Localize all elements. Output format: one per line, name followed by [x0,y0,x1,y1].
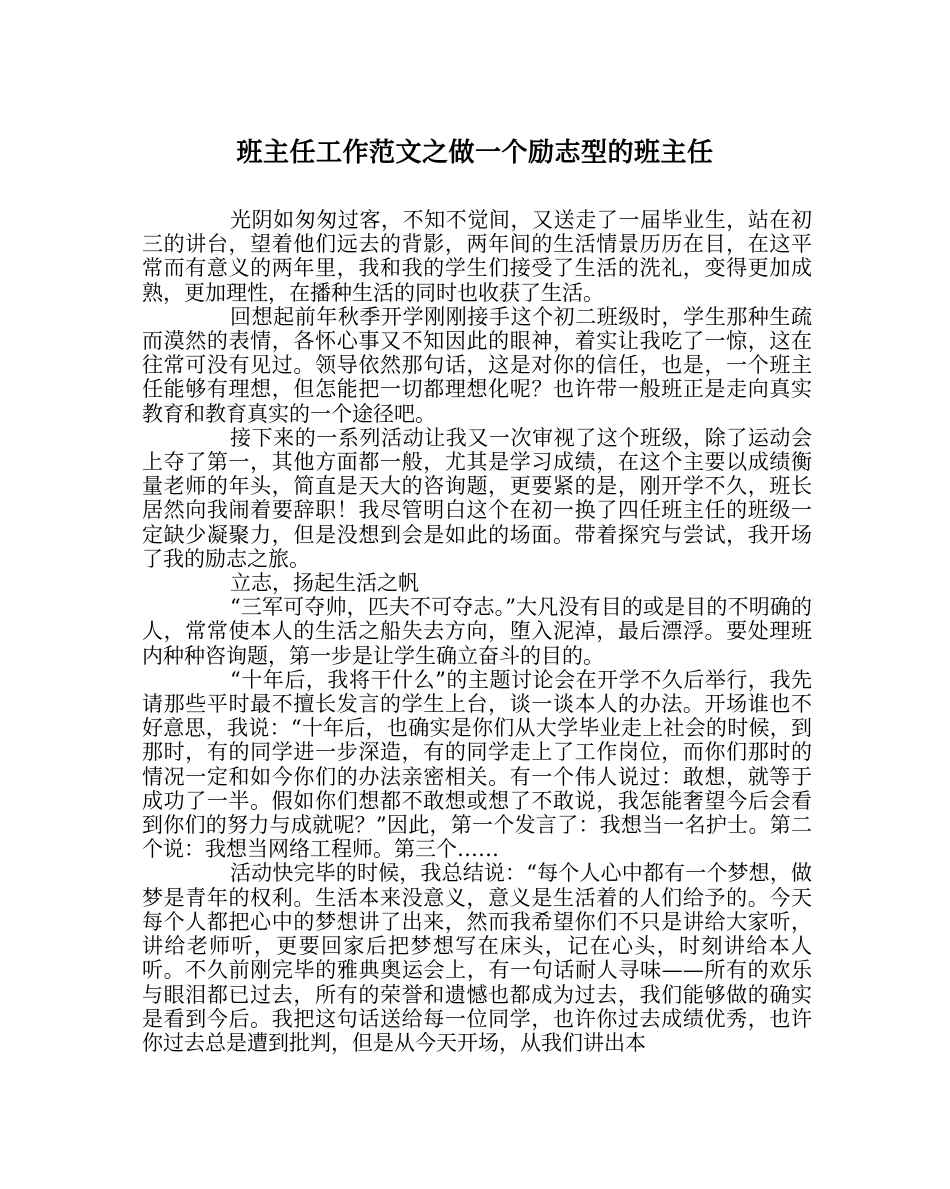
paragraph: “十年后，我将干什么”的主题讨论会在开学不久后举行，我先请那些平时最不擅长发言的学生上台，谈一谈本人的办法。开场谁也不好意思，我说：“十年后，也确实是你们从大学毕业走上社会的时候，到那时，有的同学进一步深造，有的同学走上了工作岗位，而你们那时的情况一定和如今你们的办法亲密相关。有一个伟人说过：敢想，就等于成功了一半。假如你们想都不敢想或想了不敢说，我怎能奢望今后会看到你们的努力与成就呢？”因此，第一个发言了：我想当一名护士。第二个说：我想当网络工程师。第三个…… [142,667,812,862]
section-heading: 立志，扬起生活之帆 [230,571,419,596]
document-title: 班主任工作范文之做一个励志型的班主任 [236,138,714,168]
paragraph: 光阴如匆匆过客，不知不觉间，又送走了一届毕业生，站在初三的讲台，望着他们远去的背影，两年间的生活情景历历在目，在这平常而有意义的两年里，我和我的学生们接受了生活的洗礼，变得更加成熟，更加理性，在播种生活的同时也收获了生活。 [142,208,812,305]
document-body [142,208,812,1055]
paragraph: “三军可夺帅，匹夫不可夺志。”大凡没有目的或是目的不明确的人，常常使本人的生活之船失去方向，堕入泥淖，最后漂浮。要处理班内种种咨询题，第一步是让学生确立奋斗的目的。 [142,595,812,668]
paragraph: 活动快完毕的时候，我总结说：“每个人心中都有一个梦想，做梦是青年的权利。生活本来没意义，意义是生活着的人们给予的。今天每个人都把心中的梦想讲了出来，然而我希望你们不只是讲给大家听，讲给老师听，更要回家后把梦想写在床头，记在心头，时刻讲给本人听。不久前刚完毕的雅典奥运会上，有一句话耐人寻味——所有的欢乐与眼泪都已过去，所有的荣誉和遗憾也都成为过去，我们能够做的确实是看到今后。我把这句话送给每一位同学，也许你过去成绩优秀，也许你过去总是遭到批判，但是从今天开场，从我们讲出本 [142,861,812,1055]
paragraph: 接下来的一系列活动让我又一次审视了这个班级，除了运动会上夺了第一，其他方面都一般，尤其是学习成绩，在这个主要以成绩衡量老师的年头，简直是天大的咨询题，更要紧的是，刚开学不久，班长居然向我闹着要辞职！我尽管明白这个在初一换了四任班主任的班级一定缺少凝聚力，但是没想到会是如此的场面。带着探究与尝试，我开场了我的励志之旅。 [142,425,812,571]
paragraph: 回想起前年秋季开学刚刚接手这个初二班级时，学生那种生疏而漠然的表情，各怀心事又不知因此的眼神，着实让我吃了一惊，这在往常可没有见过。领导依然那句话，这是对你的信任，也是，一个班主任能够有理想，但怎能把一切都理想化呢？也许带一般班正是走向真实教育和教育真实的一个途径吧。 [142,304,812,426]
